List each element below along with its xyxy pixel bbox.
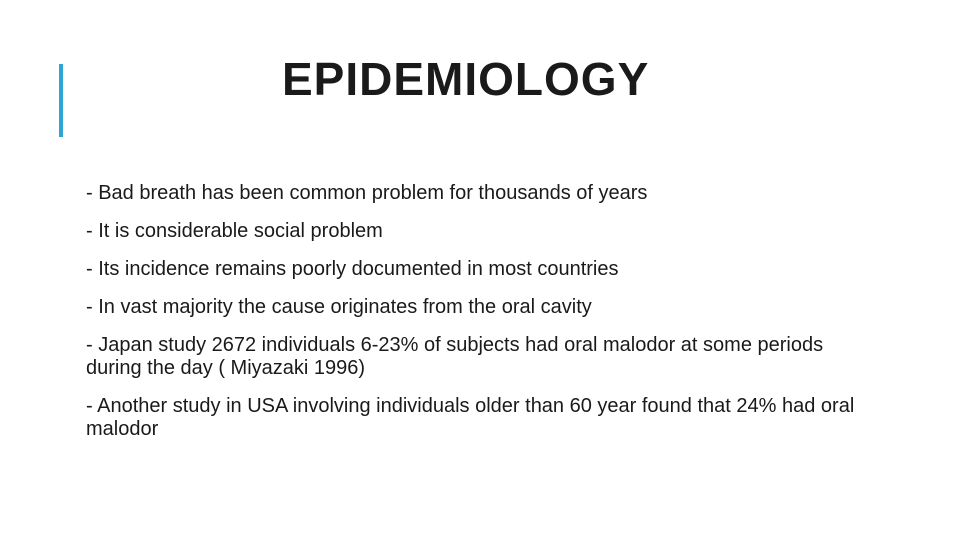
bullet-list — [86, 182, 866, 456]
bullet-item: - Another study in USA involving individuals older than 60 year found that 24% had oral malodor — [86, 395, 855, 440]
bullet-item: - Its incidence remains poorly documented in most countries — [86, 258, 619, 280]
slide-title: EPIDEMIOLOGY — [282, 53, 650, 105]
title-accent-bar — [59, 64, 63, 137]
bullet-item: - In vast majority the cause originates from the oral cavity — [86, 296, 592, 318]
bullet-item: - Japan study 2672 individuals 6-23% of subjects had oral malodor at some periods during the day ( Miyazaki 1996) — [86, 334, 824, 379]
bullet-item: - Bad breath has been common problem for thousands of years — [86, 182, 648, 204]
bullet-item: - It is considerable social problem — [86, 220, 383, 242]
